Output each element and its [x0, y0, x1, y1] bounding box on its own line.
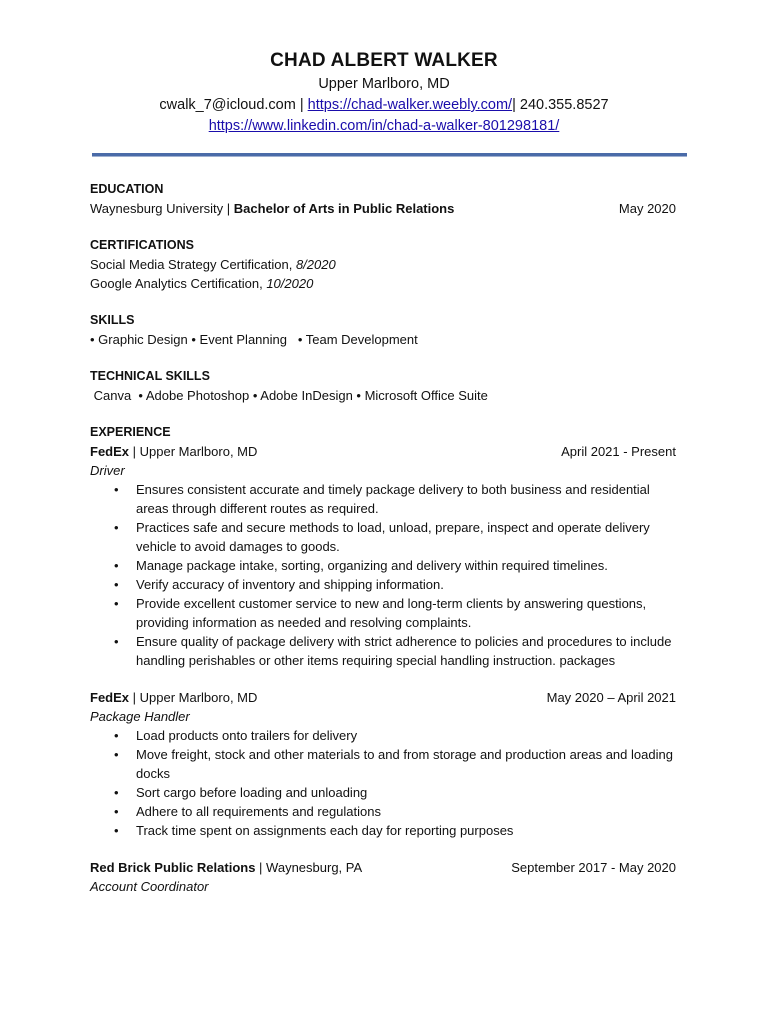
technical-skills-list: Canva • Adobe Photoshop • Adobe InDesign • Microsoft Office Suite	[90, 388, 488, 403]
skills-list: • Graphic Design • Event Planning • Team Development	[90, 332, 418, 347]
bullet-icon: •	[114, 634, 119, 649]
list-item	[90, 745, 676, 783]
job-list	[90, 442, 676, 896]
job-date: May 2020 – April 2021	[546, 690, 676, 705]
skills-section	[90, 311, 676, 349]
duty-text: Sort cargo before loading and unloading	[136, 785, 368, 800]
degree-name: Bachelor of Arts in Public Relations	[233, 201, 455, 216]
education-entry	[90, 199, 676, 218]
spacer	[90, 218, 676, 236]
bullet-icon: •	[114, 823, 119, 838]
bullet-icon: •	[114, 596, 119, 611]
bullet-icon: •	[114, 747, 119, 762]
company-name: FedEx	[90, 690, 130, 705]
linkedin-link[interactable]: https://www.linkedin.com/in/chad-a-walker-801298181/	[208, 118, 560, 134]
job-title: Driver	[90, 463, 125, 478]
education-date: May 2020	[618, 201, 676, 216]
job-title: Account Coordinator	[90, 879, 209, 894]
section-title: TECHNICAL SKILLS	[90, 369, 210, 383]
spacer	[90, 349, 676, 367]
bullet-icon: •	[114, 482, 119, 497]
duty-text: Ensures consistent accurate and timely package delivery to both business and residential areas through different routes as required.	[136, 482, 650, 516]
list-item	[90, 575, 676, 594]
contact-separator: |	[295, 97, 308, 113]
education-entry-text	[90, 199, 454, 218]
linkedin-line	[0, 116, 768, 137]
duty-text: Load products onto trailers for delivery	[136, 728, 358, 743]
bullet-icon: •	[114, 558, 119, 573]
certification-date: 10/2020	[266, 276, 314, 291]
list-item	[90, 594, 676, 632]
resume-header	[0, 48, 768, 137]
certification-name: Social Media Strategy Certification,	[90, 257, 296, 272]
list-item	[90, 632, 676, 670]
job-employer	[90, 442, 257, 461]
certification-date: 8/2020	[295, 257, 336, 272]
entry-separator: |	[223, 201, 234, 216]
bullet-icon: •	[114, 785, 119, 800]
section-title: EDUCATION	[90, 182, 164, 196]
experience-section	[90, 423, 676, 896]
certification-item	[90, 274, 676, 293]
certifications-section	[90, 236, 676, 293]
certification-name: Google Analytics Certification,	[90, 276, 267, 291]
contact-separator: |	[512, 97, 520, 113]
job-duties-list	[90, 480, 676, 670]
job-employer	[90, 858, 362, 877]
duty-text: Track time spent on assignments each day for reporting purposes	[136, 823, 514, 838]
entry-separator: |	[255, 860, 267, 875]
technical-skills-section	[90, 367, 676, 405]
entry-separator: |	[129, 444, 140, 459]
job-location: Waynesburg, PA	[266, 860, 363, 875]
list-item	[90, 821, 676, 840]
bullet-icon: •	[114, 728, 119, 743]
list-item	[90, 518, 676, 556]
entry-separator: |	[129, 690, 140, 705]
job-entry	[90, 442, 676, 670]
bullet-icon: •	[114, 520, 119, 535]
company-name: FedEx	[90, 444, 130, 459]
spacer	[90, 293, 676, 311]
email-text: cwalk_7@icloud.com	[159, 97, 296, 113]
candidate-name: CHAD ALBERT WALKER	[270, 50, 498, 71]
certification-list	[90, 255, 676, 293]
list-item	[90, 726, 676, 745]
duty-text: Manage package intake, sorting, organizing and delivery within required timelines.	[136, 558, 608, 573]
spacer	[90, 840, 676, 858]
job-entry	[90, 858, 676, 896]
job-entry	[90, 688, 676, 840]
duty-text: Adhere to all requirements and regulations	[136, 804, 381, 819]
job-header	[90, 442, 676, 461]
job-duties-list	[90, 726, 676, 840]
job-header	[90, 688, 676, 707]
section-title: CERTIFICATIONS	[90, 238, 194, 252]
list-item	[90, 783, 676, 802]
section-title: SKILLS	[90, 313, 135, 327]
duty-text: Ensure quality of package delivery with strict adherence to policies and procedures to include handling perishables or other items requiring special handling instruction. packages	[136, 634, 672, 668]
company-name: Red Brick Public Relations	[90, 860, 256, 875]
duty-text: Provide excellent customer service to new and long-term clients by answering questions, providing information as needed and resolving complaints.	[136, 596, 647, 630]
list-item	[90, 556, 676, 575]
header-divider	[92, 153, 687, 157]
list-item	[90, 480, 676, 518]
candidate-location: Upper Marlboro, MD	[318, 76, 450, 92]
job-header	[90, 858, 676, 877]
list-item	[90, 802, 676, 821]
job-date: April 2021 - Present	[561, 444, 676, 459]
duty-text: Practices safe and secure methods to load, unload, prepare, inspect and operate delivery vehicle to avoid damages to goods.	[136, 520, 650, 554]
job-title: Package Handler	[90, 709, 190, 724]
spacer	[90, 670, 676, 688]
school-name: Waynesburg University	[90, 201, 224, 216]
resume-body	[90, 180, 676, 896]
section-title: EXPERIENCE	[90, 425, 171, 439]
duty-text: Move freight, stock and other materials to and from storage and production areas and loading docks	[136, 747, 673, 781]
certification-item	[90, 255, 676, 274]
job-date: September 2017 - May 2020	[511, 860, 676, 875]
job-location: Upper Marlboro, MD	[139, 690, 258, 705]
contact-line	[0, 95, 768, 116]
education-section	[90, 180, 676, 218]
job-employer	[90, 688, 257, 707]
phone-text: 240.355.8527	[519, 97, 609, 113]
spacer	[90, 405, 676, 423]
website-link[interactable]: https://chad-walker.weebly.com/	[307, 97, 513, 113]
duty-text: Verify accuracy of inventory and shipping information.	[136, 577, 444, 592]
bullet-icon: •	[114, 577, 119, 592]
bullet-icon: •	[114, 804, 119, 819]
job-location: Upper Marlboro, MD	[139, 444, 258, 459]
